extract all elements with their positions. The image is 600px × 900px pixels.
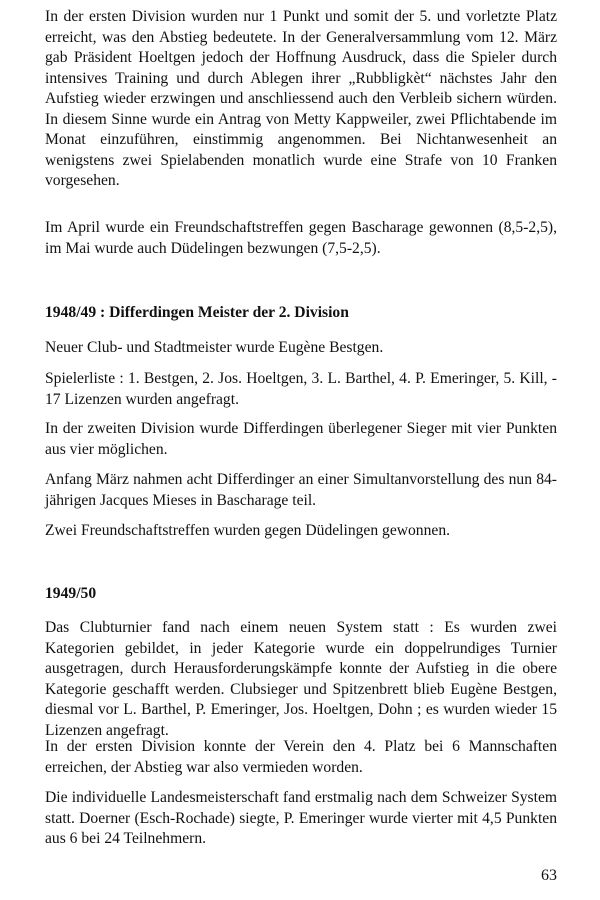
paragraph-national-championship: Die individuelle Landesmeisterschaft fand erstmalig nach dem Schweizer System statt. Doerner (Esch-Rochade) siegte, P. Emeringer wurde vierter mit 4,5 Punkten aus 6 bei 24 Teilnehmern. [45, 789, 557, 847]
section-heading-1949-50: 1949/50 [45, 585, 97, 602]
paragraph-second-division-winner: In der zweiten Division wurde Differdingen überlegener Sieger mit vier Punkten aus vier möglichen. [45, 420, 557, 458]
paragraph-friendly-matches-dudelingen: Zwei Freundschaftstreffen wurden gegen Düdelingen gewonnen. [45, 522, 451, 539]
paragraph-player-list: Spielerliste : 1. Bestgen, 2. Jos. Hoeltgen, 3. L. Barthel, 4. P. Emeringer, 5. Kill, - 17 Lizenzen wurden angefragt. [45, 370, 557, 408]
paragraph-friendly-matches-april-may: Im April wurde ein Freundschaftstreffen gegen Bascharage gewonnen (8,5-2,5), im Mai wurde auch Düdelingen bezwungen (7,5-2,5). [45, 219, 557, 257]
paragraph-club-champion: Neuer Club- und Stadtmeister wurde Eugène Bestgen. [45, 339, 384, 356]
section-heading-1948-49: 1948/49 : Differdingen Meister der 2. Division [45, 304, 349, 321]
paragraph-simultaneous-exhibition: Anfang März nahmen acht Differdinger an einer Simultanvorstellung des nun 84-jährigen Jacques Mieses in Bascharage teil. [45, 471, 557, 509]
paragraph-club-tournament-system: Das Clubturnier fand nach einem neuen System statt : Es wurden zwei Kategorien gebildet, in jeder Kategorie wurde ein doppelrundiges Turnier ausgetragen, durch Herausforderungskämpfe konnte der Aufstieg in die obere Kategorie geschafft werden. Clubsieger und Spitzenbrett blieb Eugène Bestgen, diesmal vor L. Barthel, P. Emeringer, Jos. Hoeltgen, Dohn ; es wurden wieder 15 Lizenzen angefragt. [45, 619, 557, 739]
document-page [45, 0, 557, 900]
page-number: 63 [541, 867, 557, 884]
paragraph-first-division-result: In der ersten Division wurden nur 1 Punkt und somit der 5. und vorletzte Platz erreicht, was den Abstieg bedeutete. In der Generalversammlung vom 12. März gab Präsident Hoeltgen jedoch der Hoffnung Ausdruck, dass die Spieler durch intensives Training und durch Ablegen ihrer „Rubbligkèt“ nächstes Jahr den Aufstieg wieder erzwingen und anschliessend auch den Verbleib sichern würden. In diesem Sinne wurde ein Antrag von Metty Kappweiler, zwei Pflichtabende im Monat einzuführen, einstimmig angenommen. Bei Nichtanwesenheit an wenigstens zwei Spielabenden monatlich wurde eine Strafe von 10 Franken vorgesehen. [45, 8, 557, 189]
paragraph-first-division-fourth-place: In der ersten Division konnte der Verein den 4. Platz bei 6 Mannschaften erreichen, der Abstieg war also vermieden worden. [45, 738, 557, 776]
